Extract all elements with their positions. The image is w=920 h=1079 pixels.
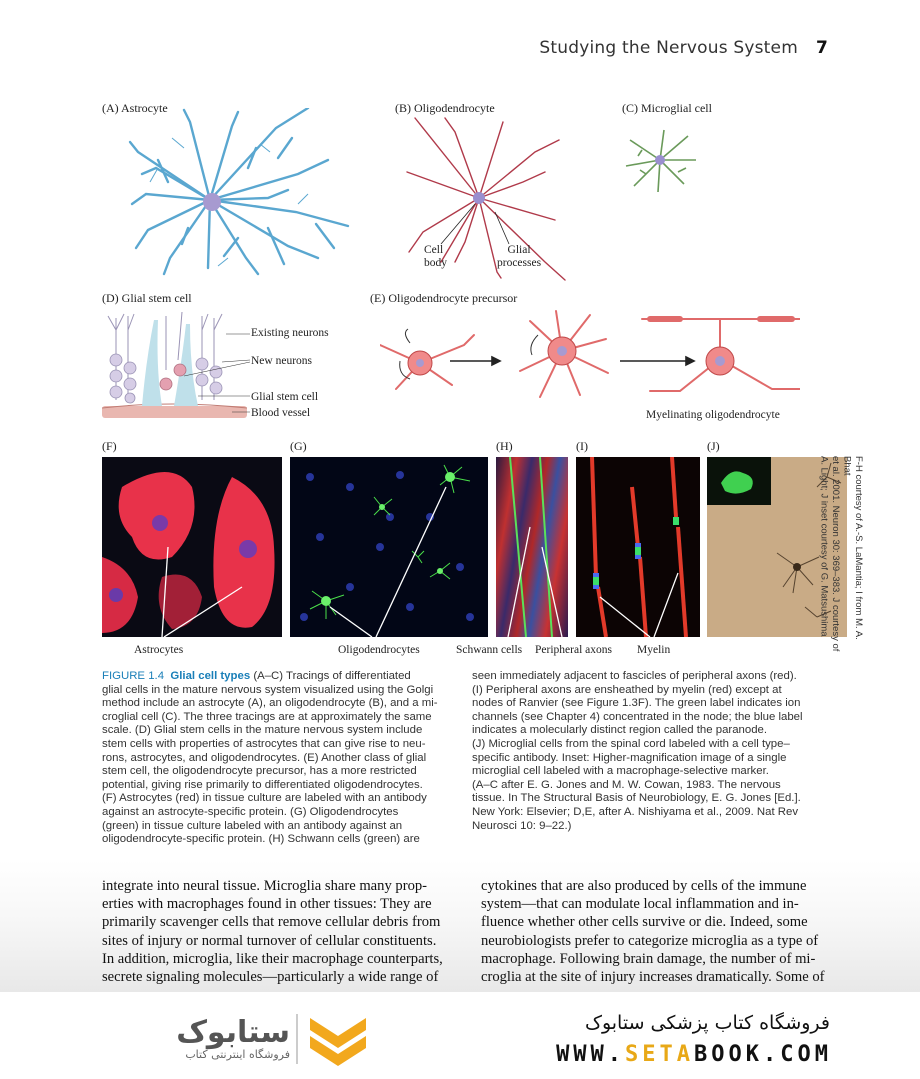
oligodendrocytes-label: Oligodendrocytes: [338, 644, 420, 656]
caption-right-line: indicates a molecularly distinct region called the paranode.: [472, 724, 768, 737]
panel-g-micrograph: [290, 457, 488, 637]
caption-line-0: [102, 670, 462, 684]
microglial-illustration: [622, 126, 702, 196]
credit-line2: et al. 2001. Neuron 30: 369–383. J courtesy of: [830, 456, 841, 652]
panel-h-micrograph: [496, 457, 568, 637]
logo-wordmark: ستابوک: [176, 1015, 290, 1050]
caption-left-line: croglial cell (C). The three tracings are at approximately the same: [102, 710, 432, 723]
caption-left-line: against an astrocyte-specific protein. (G) Oligodendrocytes: [102, 805, 399, 818]
photo-credit: [818, 456, 864, 652]
glial-processes-label: [497, 244, 541, 270]
cell-body-label: [424, 244, 447, 270]
panel-i-label: (I): [576, 439, 588, 453]
panel-a-label: (A) Astrocyte: [102, 101, 168, 115]
astrocyte-illustration: [128, 108, 358, 278]
glial-stem-cell-illustration: [102, 310, 250, 422]
body-right-line: fluence whether other cells survive or die. Indeed, some: [481, 914, 808, 931]
schwann-cells-label: Schwann cells: [456, 644, 523, 656]
store-name: فروشگاه کتاب پزشکی ستابوک: [584, 1012, 830, 1034]
figure-caption-right: [472, 670, 852, 833]
caption-right-line: (A–C after E. G. Jones and M. W. Cowan, 1983. The nervous: [472, 778, 781, 791]
body-left-line: sites of injury or normal turnover of cellular constituents.: [102, 932, 437, 949]
myelinating-label: Myelinating oligodendrocyte: [646, 409, 780, 421]
body-right-line: system—that can modulate local inflammation and in-: [481, 896, 799, 913]
store-logo-text: [110, 1015, 290, 1062]
caption-left-line: glial cells in the mature nervous system visualized using the Golgi: [102, 683, 434, 696]
panel-f-micrograph: [102, 457, 282, 637]
logo-divider: [296, 1014, 298, 1064]
url-suffix: BOOK.COM: [694, 1042, 832, 1067]
running-head: [539, 38, 828, 58]
cell-body-line1: Cell: [424, 244, 444, 256]
figure-caption-left: [102, 670, 462, 847]
body-left-line: In addition, microglia, like their macrophage counterparts,: [102, 950, 443, 967]
panel-j-inset: [707, 457, 771, 505]
caption-right-line: nodes of Ranvier (see Figure 1.3F). The green label indicates ion: [472, 697, 801, 710]
myelin-label: Myelin: [637, 644, 671, 656]
panel-i-micrograph: [576, 457, 700, 637]
body-left-line: primarily scavenger cells that remove cellular debris from: [102, 914, 441, 931]
caption-left-line: oligodendrocyte-specific protein. (H) Schwann cells (green) are: [102, 833, 420, 846]
panel-j-label: (J): [707, 439, 720, 453]
caption-right-line: tissue. In The Structural Basis of Neurobiology, E. G. Jones [Ed.].: [472, 792, 801, 805]
caption-right-line: (J) Microglial cells from the spinal cord labeled with a cell type–: [472, 737, 790, 750]
caption-left-text-0: (A–C) Tracings of differentiated: [253, 670, 411, 682]
panel-e-label: (E) Oligodendrocyte precursor: [370, 291, 518, 305]
caption-right-line: channels (see Chapter 4) concentrated in the node; the blue label: [472, 710, 803, 723]
body-left-line: integrate into neural tissue. Microglia share many prop-: [102, 878, 428, 894]
body-right-line: croglia at the site of injury increases dramatically. Some of: [481, 969, 825, 986]
url-accent: SETA: [625, 1042, 695, 1067]
logo-subtitle: فروشگاه اینترنتی کتاب: [185, 1048, 290, 1061]
caption-left-line: potential, giving rise primarily to differentiated oligodendrocytes.: [102, 778, 423, 791]
caption-left-line: (green) in tissue culture labeled with an antibody against an: [102, 819, 403, 832]
caption-right-line: microglial cell labeled with a macrophage-selective marker.: [472, 765, 769, 778]
glial-processes-line2: processes: [497, 257, 542, 270]
caption-right-line: specific antibody. Inset: Higher-magnification image of a single: [472, 751, 787, 764]
glial-stem-cell-label: Glial stem cell: [251, 391, 319, 403]
caption-right-line: Neurosci 10: 9–22.): [472, 819, 572, 832]
panel-f-label: (F): [102, 439, 117, 453]
store-footer: [0, 992, 920, 1079]
caption-left-line: stem cells with properties of astrocytes that can give rise to neu-: [102, 737, 426, 750]
panel-g-label: (G): [290, 439, 307, 453]
cell-body-line2: body: [424, 257, 447, 270]
oligodendrocyte-precursor-illustration: [380, 305, 800, 415]
new-neurons-label: New neurons: [251, 355, 312, 367]
peripheral-axons-label: Peripheral axons: [535, 644, 612, 656]
header-title: Studying the Nervous System: [539, 38, 798, 58]
body-right-line: cytokines that are also produced by cells of the immune: [481, 878, 807, 894]
figure-title: Glial cell types: [170, 670, 251, 682]
astrocytes-label: Astrocytes: [134, 644, 184, 656]
body-left-line: erties with macrophages found in other tissues: They are: [102, 896, 432, 913]
url-prefix: WWW.: [556, 1042, 626, 1067]
caption-right-line: New York: Elsevier; D,E, after A. Nishiyama et al., 2009. Nat Rev: [472, 805, 799, 818]
body-right-line: macrophage. Following brain damage, the number of mi-: [481, 950, 816, 967]
credit-line3: A. Light; J inset courtesy of G. Matsushima: [818, 456, 830, 637]
credit-line1: F-H courtesy of A.-S. LaMantia; I from M. A. Bhat: [841, 456, 864, 640]
caption-left-line: (F) Astrocytes (red) in tissue culture are labeled with an antibody: [102, 792, 427, 805]
body-text-left: [102, 877, 462, 986]
body-text-right: [481, 877, 841, 986]
caption-left-line: rons, astrocytes, and oligodendrocytes. (E) Another class of glial: [102, 751, 427, 764]
figure-number: FIGURE 1.4: [102, 670, 165, 682]
store-url[interactable]: [470, 1042, 832, 1067]
page-number: 7: [815, 38, 828, 58]
panel-b-label: (B) Oligodendrocyte: [395, 101, 495, 115]
panel-d-label: (D) Glial stem cell: [102, 291, 192, 305]
body-left-line: secrete signaling molecules—particularly a wide range of: [102, 969, 439, 986]
caption-right-line: (I) Peripheral axons are ensheathed by myelin (red) except at: [472, 683, 782, 696]
panel-c-label: (C) Microglial cell: [622, 101, 712, 115]
existing-neurons-label: Existing neurons: [251, 327, 329, 339]
logo-chevron-icon: [306, 1014, 370, 1068]
caption-right-line: seen immediately adjacent to fascicles of peripheral axons (red).: [472, 670, 797, 682]
body-right-line: neurobiologists prefer to categorize microglia as a type of: [481, 932, 819, 949]
caption-left-line: method include an astrocyte (A), an oligodendrocyte (B), and a mi-: [102, 697, 438, 710]
glial-processes-line1: Glial: [507, 244, 531, 256]
blood-vessel-label: Blood vessel: [251, 407, 311, 419]
panel-h-label: (H): [496, 439, 513, 453]
caption-left-line: scale. (D) Glial stem cells in the mature nervous system include: [102, 724, 423, 737]
caption-left-line: stem cell, the oligodendrocyte precursor, has a more restricted: [102, 765, 417, 778]
